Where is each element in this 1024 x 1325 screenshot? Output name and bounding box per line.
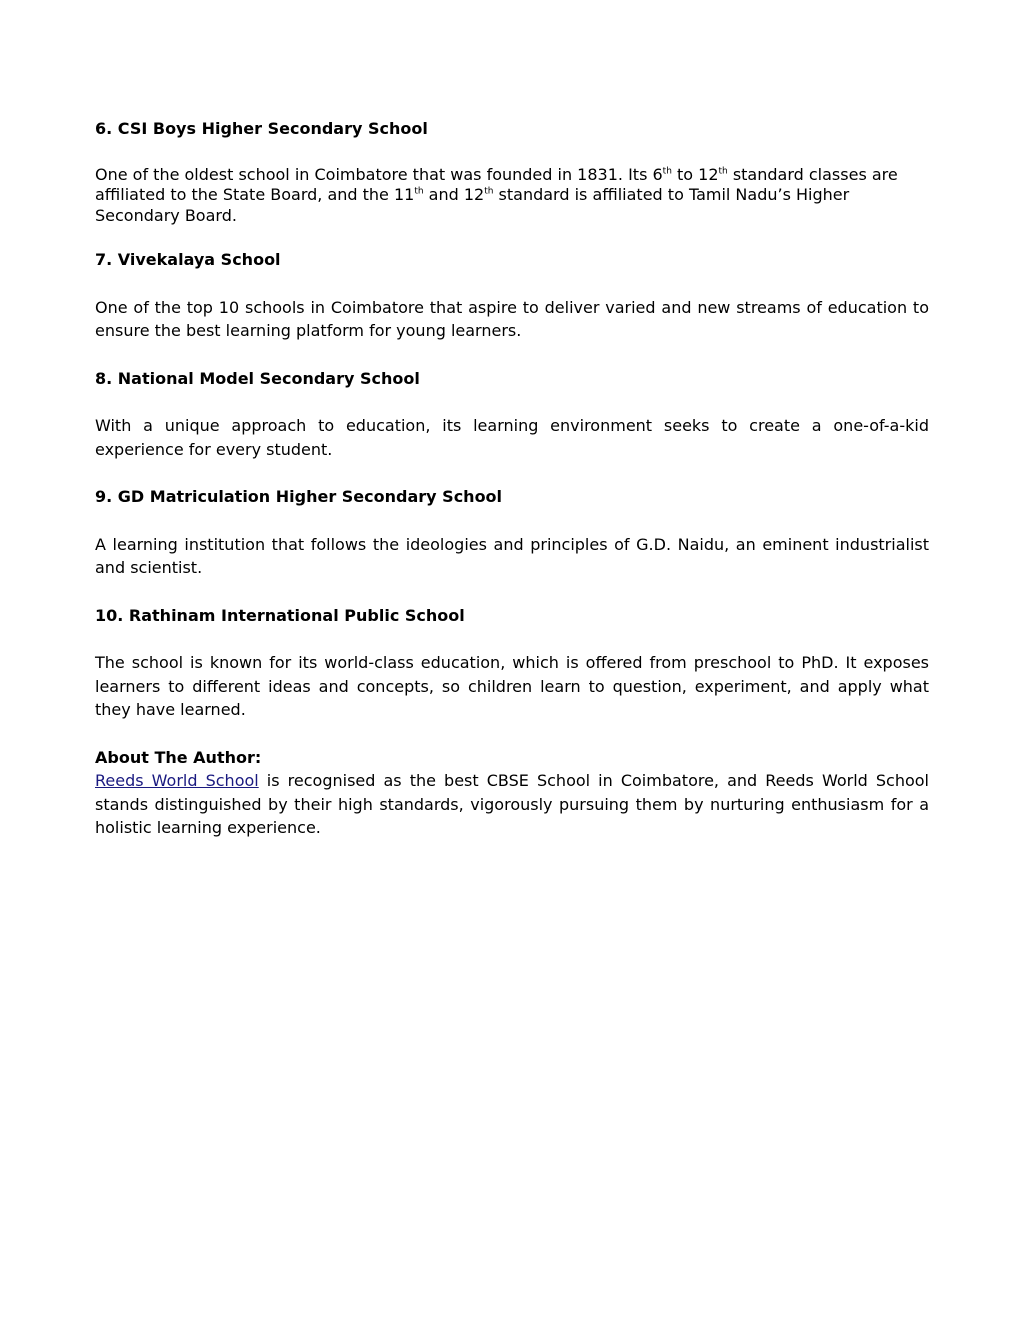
section-body-rathinam: The school is known for its world-class education, which is offered from preschool to PhD. It exposes learners to different ideas and concepts, so children learn to question, experiment, and apply what they have learned. bbox=[95, 653, 929, 719]
section-body-csi-boys: One of the oldest school in Coimbatore that was founded in 1831. Its 6th to 12th standard classes are affiliated to the State Board, and the 11th and 12th standard is affiliated to Tamil Nadu’s Higher Secondary Board. bbox=[95, 164, 898, 225]
reeds-world-school-link[interactable]: Reeds World School bbox=[95, 771, 259, 790]
section-body-vivekalaya: One of the top 10 schools in Coimbatore that aspire to deliver varied and new streams of education to ensure the best learning platform for young learners. bbox=[95, 297, 929, 340]
section-heading-gd-matriculation: 9. GD Matriculation Higher Secondary School bbox=[95, 487, 503, 506]
document-page bbox=[95, 117, 929, 840]
section-body-national-model: With a unique approach to education, its learning environment seeks to create a one-of-a-kid experience for every student. bbox=[95, 416, 929, 459]
section-heading-rathinam: 10. Rathinam International Public School bbox=[95, 605, 465, 625]
about-author-body bbox=[95, 769, 929, 840]
about-author-heading: About The Author: bbox=[95, 747, 262, 767]
section-body-gd-matriculation: A learning institution that follows the ideologies and principles of G.D. Naidu, an eminent industrialist and scientist. bbox=[95, 534, 929, 577]
section-heading-national-model: 8. National Model Secondary School bbox=[95, 368, 420, 388]
about-author-text: is recognised as the best CBSE School in Coimbatore, and Reeds World School stands distinguished by their high standards, vigorously pursuing them by nurturing enthusiasm for a holistic learning experience. bbox=[95, 771, 930, 837]
section-heading-csi-boys: 6. CSI Boys Higher Secondary School bbox=[95, 119, 428, 138]
section-heading-vivekalaya: 7. Vivekalaya School bbox=[95, 250, 281, 269]
